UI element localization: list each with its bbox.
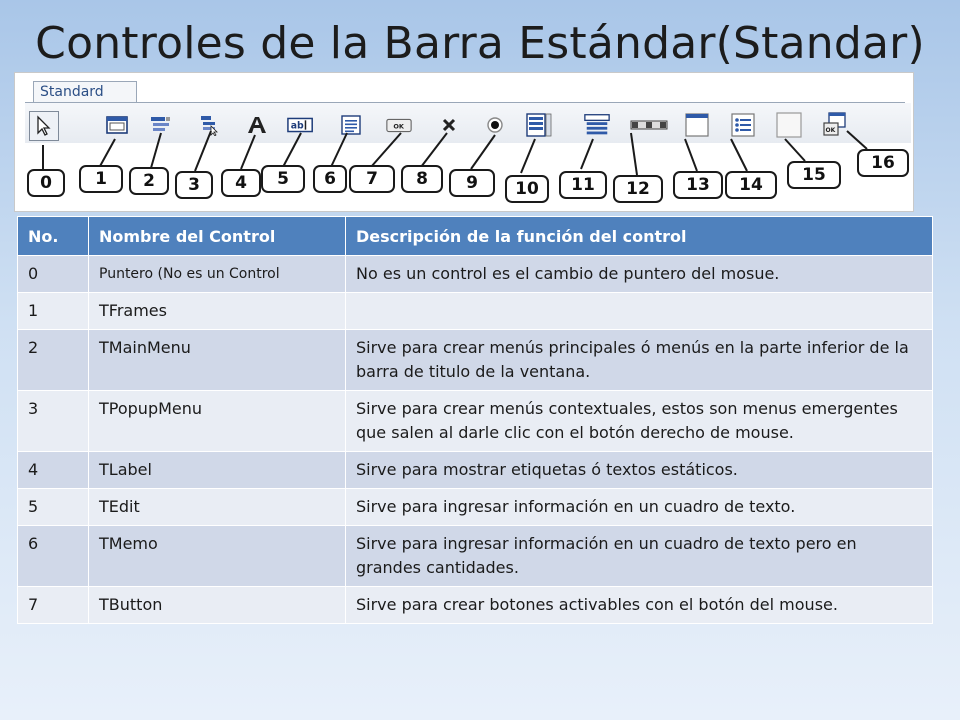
table-row [18, 256, 933, 293]
table-row [18, 587, 933, 624]
button-icon[interactable] [385, 111, 413, 139]
callout-4: 4 [221, 169, 261, 197]
callout-13: 13 [673, 171, 723, 199]
radio-button-icon[interactable] [481, 111, 509, 139]
table-row [18, 526, 933, 587]
cell-no: 5 [18, 489, 89, 526]
cell-desc: Sirve para ingresar información en un cuadro de texto pero en grandes cantidades. [346, 526, 933, 587]
radiogroup-icon[interactable] [729, 111, 757, 139]
combobox-icon[interactable] [583, 111, 611, 139]
cell-name: TMemo [89, 526, 346, 587]
svg-text:OK: OK [825, 127, 836, 134]
scrollbar-icon[interactable] [629, 111, 669, 139]
callout-2: 2 [129, 167, 169, 195]
callout-9: 9 [449, 169, 495, 197]
table-row [18, 330, 933, 391]
edit-icon[interactable] [287, 111, 315, 139]
cell-desc: Sirve para crear botones activables con el botón del mouse. [346, 587, 933, 624]
header-no: No. [18, 217, 89, 256]
callout-8: 8 [401, 165, 443, 193]
groupbox-icon[interactable] [683, 111, 711, 139]
tab-standard[interactable]: Standard [33, 81, 137, 102]
popup-menu-icon[interactable] [195, 111, 223, 139]
standard-toolbar-screenshot [14, 72, 914, 212]
callout-10: 10 [505, 175, 549, 203]
cell-no: 7 [18, 587, 89, 624]
callout-12: 12 [613, 175, 663, 203]
listbox-icon[interactable] [525, 111, 553, 139]
callout-14: 14 [725, 171, 777, 199]
cell-name: Puntero (No es un Control [89, 256, 346, 293]
svg-text:OK: OK [393, 122, 404, 131]
cell-desc: Sirve para ingresar información en un cuadro de texto. [346, 489, 933, 526]
callout-16: 16 [857, 149, 909, 177]
cell-no: 0 [18, 256, 89, 293]
cell-no: 1 [18, 293, 89, 330]
svg-text:ab: ab [290, 120, 304, 132]
table-row [18, 391, 933, 452]
callout-7: 7 [349, 165, 395, 193]
table-row [18, 293, 933, 330]
header-control-name: Nombre del Control [89, 217, 346, 256]
callout-0: 0 [27, 169, 65, 197]
cell-desc: Sirve para crear menús principales ó menús en la parte inferior de la barra de titulo de la ventana. [346, 330, 933, 391]
cell-no: 4 [18, 452, 89, 489]
action-list-icon[interactable] [821, 111, 849, 139]
cell-no: 2 [18, 330, 89, 391]
cell-name: TPopupMenu [89, 391, 346, 452]
table-row [18, 452, 933, 489]
cell-name: TLabel [89, 452, 346, 489]
pointer-icon[interactable] [29, 111, 59, 141]
cell-no: 3 [18, 391, 89, 452]
callout-1: 1 [79, 165, 123, 193]
header-description: Descripción de la función del control [346, 217, 933, 256]
cell-desc [346, 293, 933, 330]
memo-icon[interactable] [337, 111, 365, 139]
cell-no: 6 [18, 526, 89, 587]
panel-icon[interactable] [775, 111, 803, 139]
table-row [18, 489, 933, 526]
main-menu-icon[interactable] [147, 111, 175, 139]
cell-name: TButton [89, 587, 346, 624]
cell-name: TMainMenu [89, 330, 346, 391]
cell-desc: Sirve para crear menús contextuales, estos son menus emergentes que salen al darle clic con el botón derecho de mouse. [346, 391, 933, 452]
label-icon[interactable] [243, 111, 271, 139]
controls-table [17, 216, 933, 624]
cell-name: TEdit [89, 489, 346, 526]
callout-5: 5 [261, 165, 305, 193]
table-header-row [18, 217, 933, 256]
callout-15: 15 [787, 161, 841, 189]
slide-title: Controles de la Barra Estándar(Standar) [35, 18, 925, 69]
callout-11: 11 [559, 171, 607, 199]
frames-icon[interactable] [103, 111, 131, 139]
cell-desc: No es un control es el cambio de puntero del mosue. [346, 256, 933, 293]
checkbox-icon[interactable] [435, 111, 463, 139]
cell-name: TFrames [89, 293, 346, 330]
callout-6: 6 [313, 165, 347, 193]
cell-desc: Sirve para mostrar etiquetas ó textos estáticos. [346, 452, 933, 489]
callout-3: 3 [175, 171, 213, 199]
